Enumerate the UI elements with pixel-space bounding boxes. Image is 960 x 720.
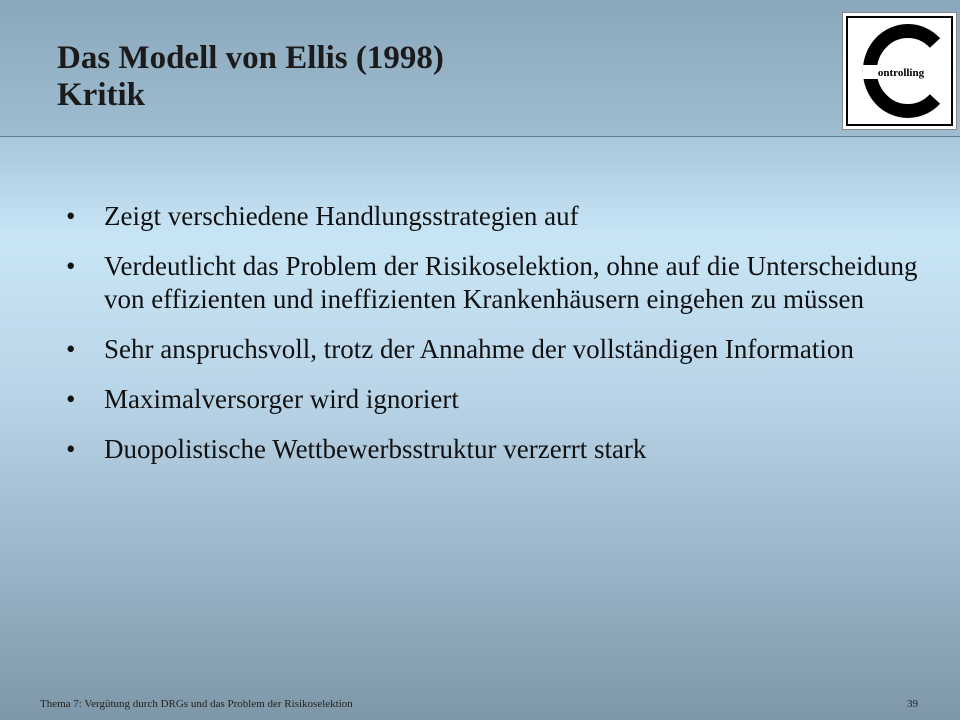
bullet-icon: •	[66, 434, 76, 464]
slide-header	[0, 0, 960, 137]
bullet-text: Maximalversorger wird ignoriert	[104, 384, 459, 414]
bullet-text: Zeigt verschiedene Handlungsstrategien auf	[104, 201, 579, 231]
bullet-icon: •	[66, 251, 76, 281]
bullet-item	[66, 433, 926, 466]
page-title	[57, 40, 444, 114]
bullet-text: Duopolistische Wettbewerbsstruktur verzerrt stark	[104, 434, 647, 464]
bullet-list	[66, 200, 926, 483]
bullet-item	[66, 333, 926, 366]
controlling-logo-icon	[843, 13, 956, 129]
bullet-text: Sehr anspruchsvoll, trotz der Annahme der vollständigen Information	[104, 334, 854, 364]
bullet-item	[66, 250, 926, 316]
bullet-item	[66, 200, 926, 233]
footer-topic: Thema 7: Vergütung durch DRGs und das Problem der Risikoselektion	[40, 698, 353, 710]
bullet-icon: •	[66, 384, 76, 414]
bullet-text: Verdeutlicht das Problem der Risikoselektion, ohne auf die Unterscheidung von effizienten und ineffizienten Krankenhäusern eingehen zu müssen	[104, 251, 918, 314]
title-line-1: Das Modell von Ellis (1998)	[57, 40, 444, 76]
title-line-2: Kritik	[57, 77, 145, 113]
page-number: 39	[907, 698, 918, 710]
controlling-logo	[842, 12, 957, 130]
logo-text: ontrolling	[877, 67, 925, 79]
bullet-icon: •	[66, 334, 76, 364]
bullet-item	[66, 383, 926, 416]
bullet-icon: •	[66, 201, 76, 231]
